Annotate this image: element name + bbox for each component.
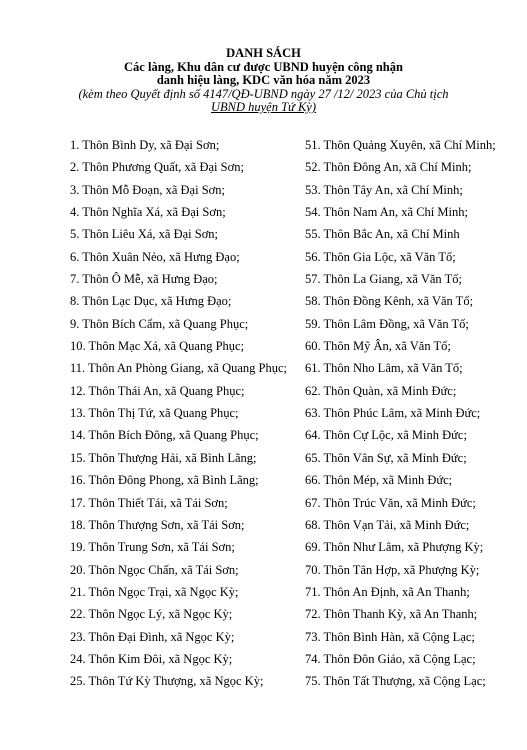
list-item: 14. Thôn Bích Đông, xã Quang Phục; — [70, 428, 259, 443]
list-item: 62. Thôn Quàn, xã Minh Đức; — [305, 383, 457, 398]
list-item: 65. Thôn Vân Sự, xã Minh Đức; — [305, 450, 467, 465]
list-item: 5. Thôn Liêu Xá, xã Đại Sơn; — [70, 227, 219, 242]
list-item: 18. Thôn Thượng Sơn, xã Tái Sơn; — [70, 517, 245, 532]
list-item: 52. Thôn Đông An, xã Chí Minh; — [305, 160, 472, 175]
document-header — [0, 47, 527, 115]
list-item: 51. Thôn Quảng Xuyên, xã Chí Minh; — [305, 138, 496, 152]
list-item: 59. Thôn Lâm Đồng, xã Văn Tố; — [305, 316, 469, 331]
list-item: 74. Thôn Đôn Giáo, xã Cộng Lạc; — [305, 651, 476, 666]
decision-reference-2 — [0, 101, 527, 115]
list-item: 20. Thôn Ngọc Chấn, xã Tái Sơn; — [70, 562, 239, 577]
list-item: 7. Thôn Ô Mễ, xã Hưng Đạo; — [70, 272, 218, 287]
list-item: 19. Thôn Trung Sơn, xã Tái Sơn; — [70, 540, 235, 555]
list-item: 2. Thôn Phương Quất, xã Đại Sơn; — [70, 160, 244, 175]
list-item: 9. Thôn Bích Cẩm, xã Quang Phục; — [70, 316, 249, 331]
list-item: 4. Thôn Nghĩa Xá, xã Đại Sơn; — [70, 205, 226, 220]
list-item: 70. Thôn Tân Hợp, xã Phượng Kỳ; — [305, 562, 480, 577]
list-item: 17. Thôn Thiết Tái, xã Tái Sơn; — [70, 495, 228, 510]
list-item: 12. Thôn Thái An, xã Quang Phục; — [70, 383, 245, 398]
list-item: 75. Thôn Tất Thượng, xã Cộng Lạc; — [305, 674, 486, 689]
document-subtitle-2: danh hiệu làng, KDC văn hóa năm 2023 — [156, 73, 371, 87]
decision-issuer: UBND huyện Tứ Kỳ) — [210, 100, 317, 114]
list-item: 11. Thôn An Phòng Giang, xã Quang Phục; — [70, 361, 288, 376]
list-item: 1. Thôn Bình Dy, xã Đại Sơn; — [70, 138, 220, 152]
list-item: 25. Thôn Tứ Kỳ Thượng, xã Ngọc Kỳ; — [70, 674, 264, 689]
list-item: 71. Thôn An Định, xã An Thanh; — [305, 584, 470, 599]
list-item: 69. Thôn Như Lâm, xã Phượng Kỳ; — [305, 540, 484, 555]
document-subtitle: Các làng, Khu dân cư được UBND huyện công nhận — [124, 59, 403, 74]
document-title: DANH SÁCH — [226, 46, 301, 60]
list-item: 13. Thôn Thị Tứ, xã Quang Phục; — [70, 406, 239, 421]
list-item: 6. Thôn Xuân Nẻo, xã Hưng Đạo; — [70, 249, 240, 264]
list-item: 73. Thôn Bình Hàn, xã Cộng Lạc; — [305, 629, 475, 644]
list-item: 57. Thôn La Giang, xã Văn Tố; — [305, 272, 462, 287]
list-item: 67. Thôn Trúc Văn, xã Minh Đức; — [305, 495, 476, 510]
list-item: 15. Thôn Thượng Hải, xã Bình Lãng; — [70, 450, 257, 465]
list-item: 23. Thôn Đại Đình, xã Ngọc Kỳ; — [70, 629, 235, 644]
list-item: 58. Thôn Đồng Kênh, xã Văn Tố; — [305, 294, 474, 309]
list-item: 21. Thôn Ngọc Trại, xã Ngọc Kỳ; — [70, 584, 239, 599]
list-item: 63. Thôn Phúc Lâm, xã Minh Đức; — [305, 406, 481, 421]
list-item: 72. Thôn Thanh Kỳ, xã An Thanh; — [305, 607, 478, 622]
list-item: 56. Thôn Gia Lộc, xã Văn Tố; — [305, 249, 456, 264]
list-item: 3. Thôn Mỗ Đoạn, xã Đại Sơn; — [70, 182, 225, 197]
list-item: 16. Thôn Đông Phong, xã Bình Lãng; — [70, 473, 259, 488]
list-item: 24. Thôn Kim Đôi, xã Ngọc Kỳ; — [70, 651, 233, 666]
decision-reference: (kèm theo Quyết định số 4147/QĐ-UBND ngày 27 /12/ 2023 của Chủ tịch — [78, 86, 449, 101]
list-item: 68. Thôn Vạn Tải, xã Minh Đức; — [305, 517, 470, 532]
list-item: 64. Thôn Cự Lộc, xã Minh Đức; — [305, 428, 467, 443]
list-item: 22. Thôn Ngọc Lý, xã Ngọc Kỳ; — [70, 607, 233, 622]
list-item: 55. Thôn Bắc An, xã Chí Minh — [305, 227, 460, 242]
list-item: 8. Thôn Lạc Dục, xã Hưng Đạo; — [70, 294, 232, 309]
list-item: 54. Thôn Nam An, xã Chí Minh; — [305, 205, 468, 220]
list-item: 66. Thôn Mép, xã Minh Đức; — [305, 473, 453, 488]
list-item: 53. Thôn Tây An, xã Chí Minh; — [305, 182, 463, 197]
left-column-list — [70, 137, 305, 696]
list-item: 10. Thôn Mạc Xá, xã Quang Phục; — [70, 339, 245, 354]
list-item: 60. Thôn Mỹ Ân, xã Văn Tố; — [305, 339, 451, 354]
list-item: 61. Thôn Nho Lâm, xã Văn Tố; — [305, 361, 463, 376]
right-column-list — [305, 137, 520, 696]
